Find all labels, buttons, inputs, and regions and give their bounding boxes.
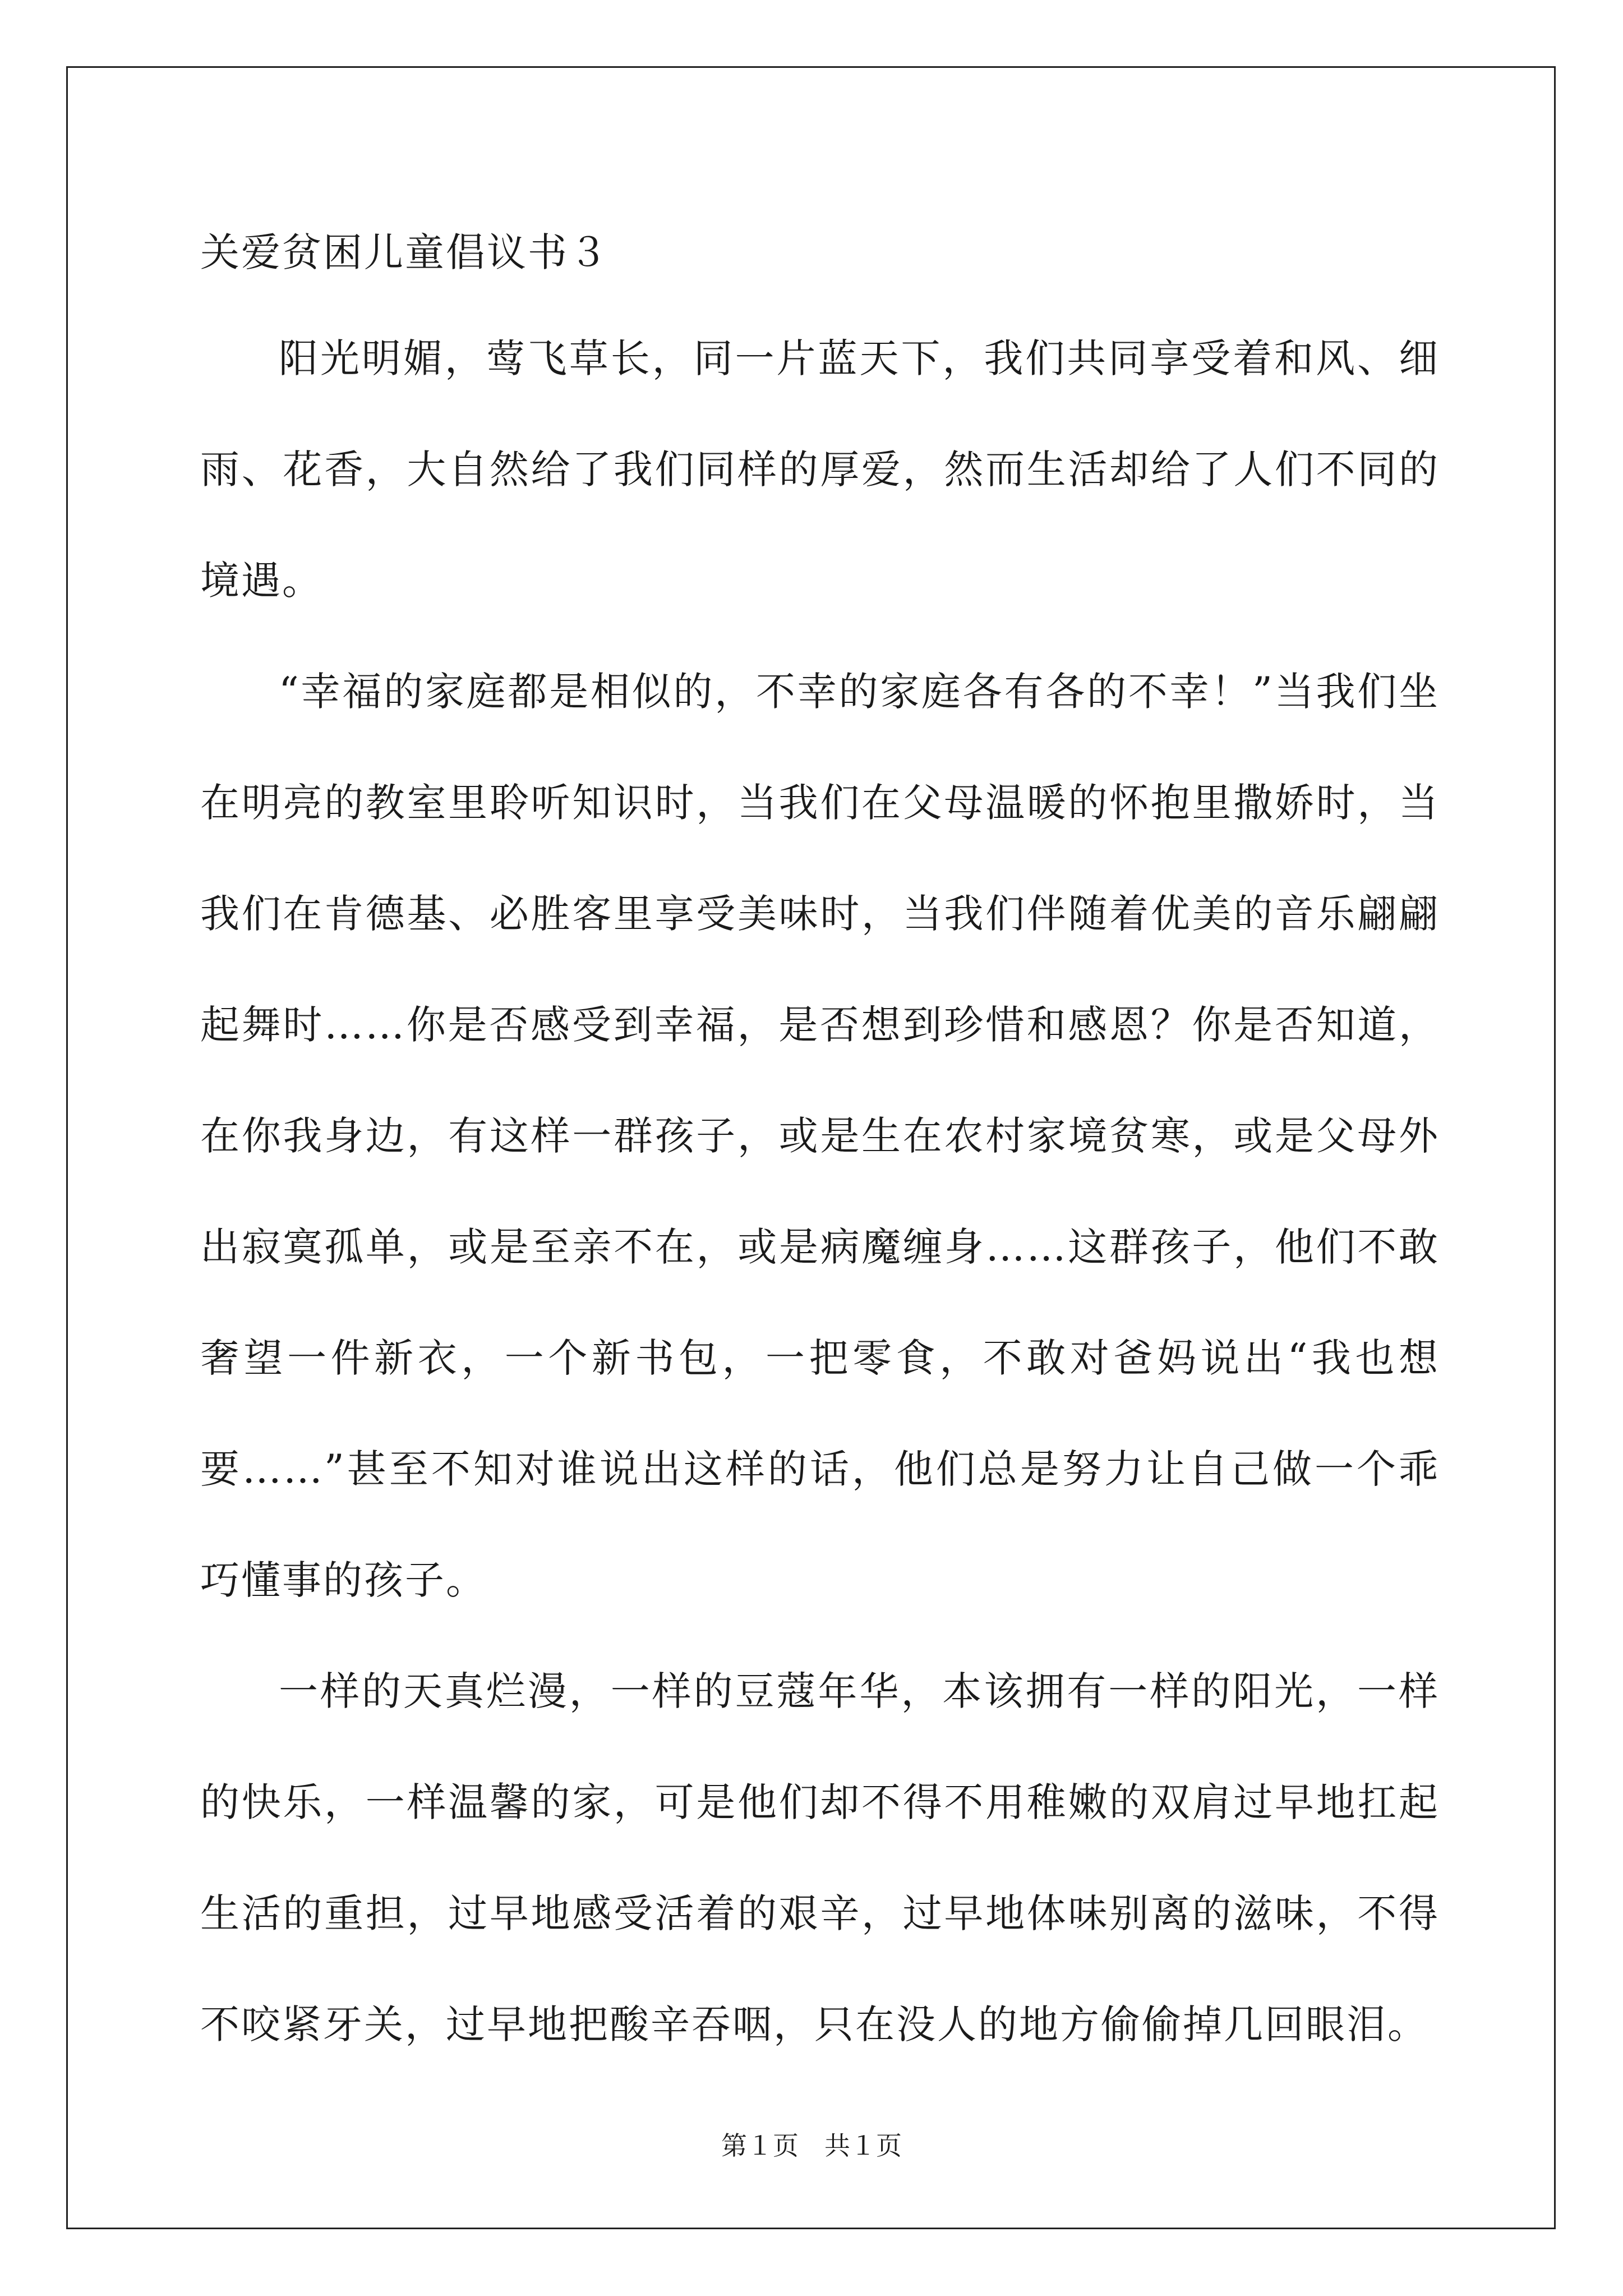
paragraph-1: 阳光明媚，莺飞草长，同一片蓝天下，我们共同享受着和风、细雨、花香，大自然给了我们同样的厚爱，然而生活却给了人们不同的境遇。: [200, 335, 1440, 604]
document-body: [200, 213, 1440, 2080]
paragraph-2: “幸福的家庭都是相似的，不幸的家庭各有各的不幸！”当我们坐在明亮的教室里聆听知识时，当我们在父母温暖的怀抱里撒娇时，当我们在肯德基、必胜客里享受美味时，当我们伴随着优美的音乐翩翩起舞时……你是否感受到幸福，是否想到珍惜和感恩？你是否知道，在你我身边，有这样一群孩子，或是生在农村家境贫寒，或是父母外出寂寞孤单，或是至亲不在，或是病魔缠身……这群孩子，他们不敢奢望一件新衣，一个新书包，一把零食，不敢对爸妈说出“我也想要……”甚至不知对谁说出这样的话，他们总是努力让自己做一个乖巧懂事的孩子。: [200, 669, 1440, 1603]
page-number-footer: 第１页 共１页: [721, 2131, 902, 2161]
document-title: 关爱贫困儿童倡议书３: [200, 229, 610, 275]
paragraph-3: 一样的天真烂漫，一样的豆蔻年华，本该拥有一样的阳光，一样的快乐，一样温馨的家，可是他们却不得不用稚嫩的双肩过早地扛起生活的重担，过早地感受活着的艰辛，过早地体味别离的滋味，不得不咬紧牙关，过早地把酸辛吞咽，只在没人的地方偷偷掉几回眼泪。: [200, 1668, 1440, 2047]
